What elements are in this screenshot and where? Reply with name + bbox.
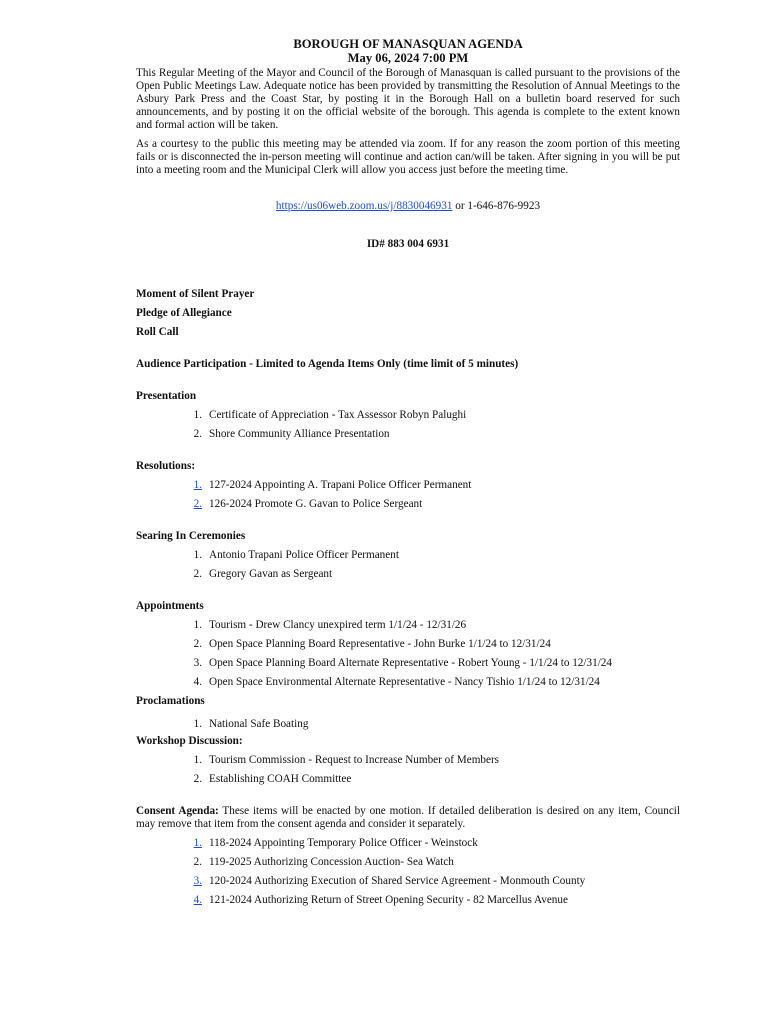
zoom-phone: or 1-646-876-9923: [452, 200, 541, 212]
item-text: Tourism Commission - Request to Increase Number of Members: [209, 754, 500, 766]
pledge-heading: Pledge of Allegiance: [136, 307, 232, 319]
item-text: Open Space Environmental Alternate Representative - Nancy Tishio 1/1/24 to 12/31/24: [209, 676, 600, 688]
item-text: Certificate of Appreciation - Tax Assessor Robyn Palughi: [209, 409, 467, 421]
consent-item-link[interactable]: 1.: [193, 837, 202, 849]
presentation-heading: Presentation: [136, 390, 197, 402]
proclamations-heading: Proclamations: [136, 695, 205, 707]
item-number: 4.: [193, 676, 202, 688]
list-item: [136, 428, 680, 441]
consent-item-link[interactable]: 3.: [193, 875, 202, 887]
presentation-list: [136, 409, 680, 441]
list-item: [136, 498, 680, 511]
workshop-heading: Workshop Discussion:: [136, 735, 243, 747]
item-text: 120-2024 Authorizing Execution of Shared Service Agreement - Monmouth County: [209, 875, 586, 887]
list-item: [136, 837, 680, 850]
zoom-link[interactable]: https://us06web.zoom.us/j/8830046931: [275, 200, 453, 212]
item-text: Shore Community Alliance Presentation: [209, 428, 390, 440]
item-text: 127-2024 Appointing A. Trapani Police Officer Permanent: [209, 479, 472, 491]
list-item: [136, 549, 680, 562]
list-item: [136, 479, 680, 492]
item-number: 3.: [193, 657, 202, 669]
item-text: Open Space Planning Board Alternate Representative - Robert Young - 1/1/24 to 12/31/24: [209, 657, 612, 669]
list-item: [136, 856, 680, 869]
item-number: 1.: [193, 718, 202, 730]
consent-heading: Consent Agenda:: [136, 805, 219, 817]
item-text: Open Space Planning Board Representative - John Burke 1/1/24 to 12/31/24: [209, 638, 551, 650]
consent-agenda-paragraph: [136, 805, 680, 831]
ceremonies-heading: Searing In Ceremonies: [136, 530, 246, 542]
item-text: 118-2024 Appointing Temporary Police Officer - Weinstock: [209, 837, 478, 849]
item-text: Establishing COAH Committee: [209, 773, 352, 785]
resolution-link[interactable]: 1.: [193, 479, 202, 491]
zoom-line: [136, 200, 680, 213]
item-number: 1.: [193, 754, 202, 766]
item-number: 1.: [193, 549, 202, 561]
item-number: 2.: [193, 773, 202, 785]
intro-paragraph-notice: This Regular Meeting of the Mayor and Council of the Borough of Manasquan is called pursuant to the provisions of the Open Public Meetings Law. Adequate notice has been provided by transmitting the Resolution of Annual Meetings to the Asbury Park Press and the Coast Star, by posting it in the Borough Hall on a bulletin board reserved for such announcements, and by posting it on the official website of the borough. This agenda is complete to the extent known and formal action will be taken.: [136, 67, 680, 131]
agenda-date: May 06, 2024 7:00 PM: [347, 51, 469, 65]
list-item: [136, 754, 680, 767]
item-number: 1.: [193, 409, 202, 421]
item-text: National Safe Boating: [209, 718, 309, 730]
proclamations-list: [136, 718, 680, 731]
agenda-title: BOROUGH OF MANASQUAN AGENDA: [293, 37, 523, 51]
item-text: Tourism - Drew Clancy unexpired term 1/1/24 - 12/31/26: [209, 619, 467, 631]
resolutions-list: [136, 479, 680, 511]
agenda-page: [136, 37, 680, 907]
resolutions-heading: Resolutions:: [136, 460, 196, 472]
resolution-link[interactable]: 2.: [193, 498, 202, 510]
item-number: 2.: [193, 568, 202, 580]
appointments-heading: Appointments: [136, 600, 204, 612]
roll-call-heading: Roll Call: [136, 326, 179, 338]
item-number: 2.: [193, 856, 202, 868]
list-item: [136, 619, 680, 632]
list-item: [136, 718, 680, 731]
item-number: 2.: [193, 428, 202, 440]
list-item: [136, 409, 680, 422]
item-number: 2.: [193, 638, 202, 650]
list-item: [136, 657, 680, 670]
list-item: [136, 875, 680, 888]
item-number: 1.: [193, 619, 202, 631]
list-item: [136, 638, 680, 651]
meeting-id: ID# 883 004 6931: [366, 238, 450, 250]
list-item: [136, 568, 680, 581]
appointments-list: [136, 619, 680, 689]
ceremonies-list: [136, 549, 680, 581]
item-text: 119-2025 Authorizing Concession Auction- Sea Watch: [209, 856, 454, 868]
audience-participation-heading: Audience Participation - Limited to Agenda Items Only (time limit of 5 minutes): [136, 358, 519, 370]
consent-list: [136, 837, 680, 907]
silent-prayer-heading: Moment of Silent Prayer: [136, 288, 255, 300]
workshop-list: [136, 754, 680, 786]
item-text: 126-2024 Promote G. Gavan to Police Sergeant: [209, 498, 423, 510]
consent-intro: These items will be enacted by one motion. If detailed deliberation is desired on any item, Council may remove that item from the consent agenda and consider it separately.: [136, 805, 680, 830]
item-text: Gregory Gavan as Sergeant: [209, 568, 333, 580]
item-text: Antonio Trapani Police Officer Permanent: [209, 549, 399, 561]
list-item: [136, 894, 680, 907]
consent-item-link[interactable]: 4.: [193, 894, 202, 906]
intro-paragraph-zoom: As a courtesy to the public this meeting may be attended via zoom. If for any reason the zoom portion of this meeting fails or is disconnected the in-person meeting will continue and action can/will be taken. After signing in you will be put into a meeting room and the Municipal Clerk will allow you access just before the meeting time.: [136, 138, 680, 176]
list-item: [136, 676, 680, 689]
item-text: 121-2024 Authorizing Return of Street Opening Security - 82 Marcellus Avenue: [209, 894, 568, 906]
list-item: [136, 773, 680, 786]
